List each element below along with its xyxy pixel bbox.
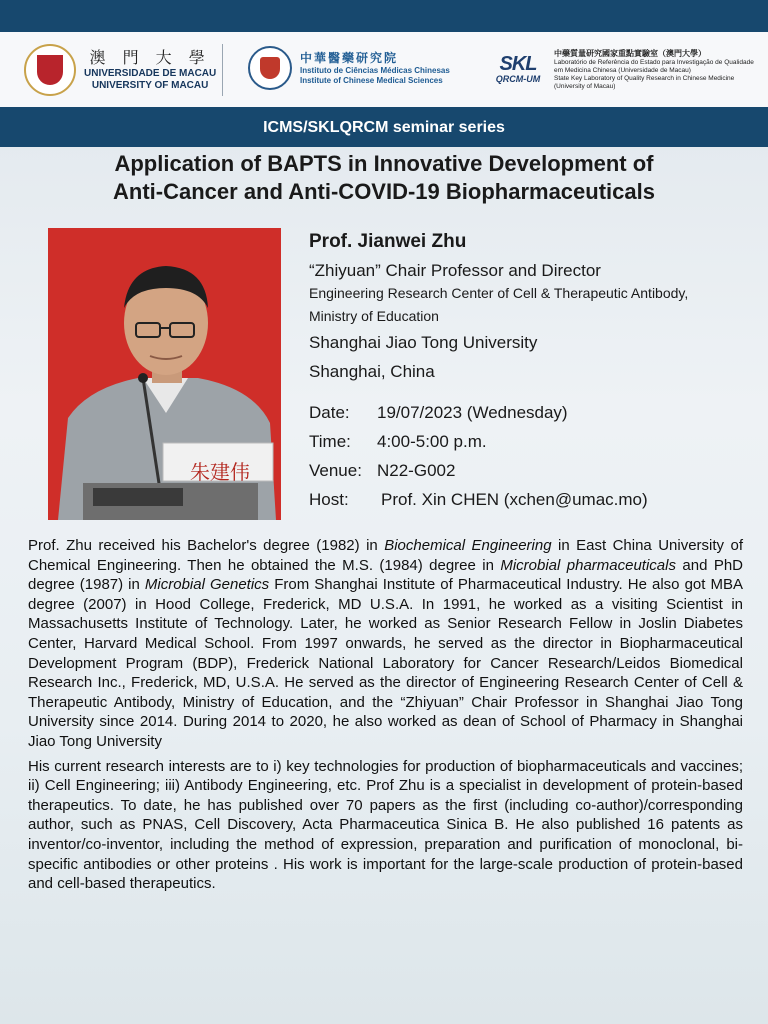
seminar-series-banner: ICMS/SKLQRCM seminar series	[0, 107, 768, 147]
date-value: 19/07/2023 (Wednesday)	[377, 403, 568, 422]
speaker-org-line-2: Ministry of Education	[309, 308, 439, 324]
speaker-org-line-1: Engineering Research Center of Cell & Therapeutic Antibody,	[309, 285, 689, 301]
skl-mark-icon: SKL QRCM-UM	[495, 53, 541, 84]
top-banner-bar	[0, 0, 768, 32]
skl-name-cn: 中藥質量研究國家重點實驗室（澳門大學）	[554, 49, 706, 58]
skl-name-en: State Key Laboratory of Quality Research in Chinese Medicine (University of Macau)	[554, 75, 735, 90]
bio-paragraph-1: Prof. Zhu received his Bachelor's degree (1982) in Biochemical Engineering in East China University of Chemical Engineering. Then he obtained the M.S. (1984) degree in Microbial pharmaceuticals and PhD degree (1987) in Microbial Genetics From Shanghai Institute of Pharmaceutical Industry. He also got MBA degree (2007) in Hood College, Frederick, MD U.S.A. In 1991, he worked as a visiting Scientist in Massachusetts Institute of Technology. Later, he worked as Senior Research Fellow in Joslin Diabetes Center, Harvard Medical School. From 1997 onwards, he served as the director in Biopharmaceutical Development Program (BDP), Frederick National Laboratory for Cancer Research/Leidos Biomedical Research Inc., Frederick, MD, U.S.A. He served as the director of Engineering Research Center of Cell & Therapeutic Antibody, Ministry of Education, and the “Zhiyuan” Chair Professor in Shanghai Jiao Tong University since 2014. During 2014 to 2020, he also worked as dean of School of Pharmacy in Shanghai Jiao Tong University	[28, 537, 743, 750]
icms-crest-icon	[248, 46, 292, 90]
title-line-1: Application of BAPTS in Innovative Development of	[114, 151, 654, 176]
venue-label: Venue:	[309, 461, 362, 480]
skl-name-pt: Laboratório de Referência do Estado para Investigação de Qualidade em Medicina Chinesa (Universidade de Macau)	[554, 59, 754, 74]
icms-name-en: Institute of Chinese Medical Sciences	[300, 76, 443, 85]
speaker-info	[309, 228, 754, 514]
event-host	[309, 485, 754, 514]
um-name-en: UNIVERSITY OF MACAU	[91, 80, 209, 91]
host-value: Prof. Xin CHEN (xchen@umac.mo)	[381, 490, 648, 509]
icms-name-cn: 中華醫藥研究院	[300, 51, 399, 65]
time-label: Time:	[309, 432, 351, 451]
um-name-cn: 澳 門 大 學	[89, 48, 211, 67]
venue-value: N22-G002	[377, 461, 456, 480]
speaker-role: “Zhiyuan” Chair Professor and Director	[309, 261, 601, 280]
time-value: 4:00-5:00 p.m.	[377, 432, 487, 451]
logo-divider	[222, 44, 223, 96]
um-crest-icon	[24, 44, 76, 96]
event-date	[309, 398, 754, 427]
event-venue	[309, 456, 754, 485]
speaker-biography	[28, 536, 743, 899]
speaker-photo	[48, 228, 281, 520]
skl-logo	[488, 48, 764, 91]
host-label: Host:	[309, 490, 349, 509]
seminar-title	[0, 150, 768, 206]
icms-logo	[248, 46, 450, 90]
event-time	[309, 427, 754, 456]
um-name-pt: UNIVERSIDADE DE MACAU	[84, 68, 217, 79]
speaker-university: Shanghai Jiao Tong University	[309, 333, 538, 352]
icms-name-pt: Instituto de Ciências Médicas Chinesas	[300, 66, 450, 75]
logo-strip	[0, 32, 768, 107]
date-label: Date:	[309, 403, 350, 422]
title-line-2: Anti-Cancer and Anti-COVID-19 Biopharmaceuticals	[113, 179, 655, 204]
bio-paragraph-2: His current research interests are to i) key technologies for production of biopharmaceuticals and vaccines; ii) Cell Engineering; iii) Antibody Engineering, etc. Prof Zhu is a specialist in development of protein-based therapeutics. To date, he has published over 70 papers as the first (including co-author)/corresponding author, such as PNAS, Cell Discovery, Acta Pharmaceutica Sinica B. He also published 16 patents as inventor/co-inventor, including the method of expression, preparation and purification of monoclonal, bi-specific antibodies or other proteins . His work is important for the large-scale production of protein-based and cell-based therapeutics.	[28, 757, 743, 893]
speaker-name: Prof. Jianwei Zhu	[309, 231, 467, 252]
nameplate: 朱建伟	[190, 460, 250, 484]
university-of-macau-logo	[24, 44, 216, 96]
speaker-location: Shanghai, China	[309, 362, 435, 381]
